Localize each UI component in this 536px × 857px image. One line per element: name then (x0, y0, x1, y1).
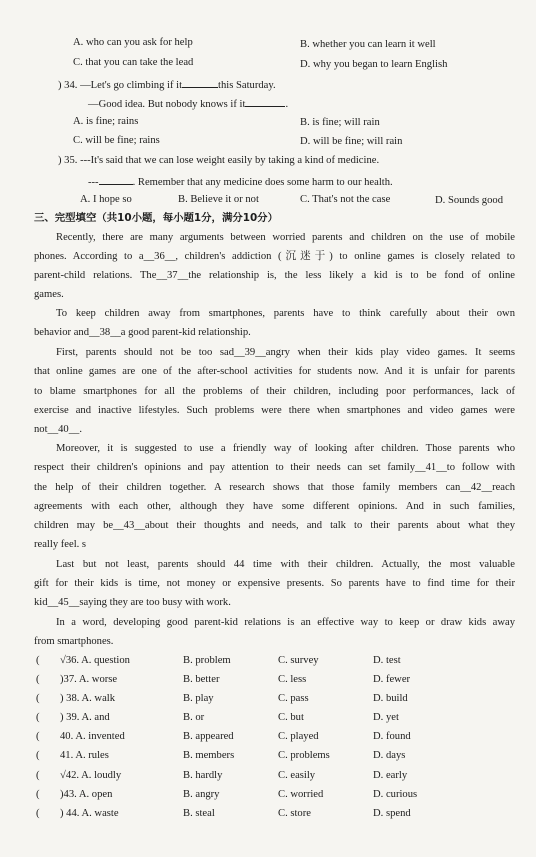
option-c: C. easily (278, 770, 316, 781)
option-c: C. but (278, 712, 304, 723)
q34-option-d: D. will be fine; will rain (300, 136, 403, 147)
option-paren: ( (36, 731, 40, 742)
option-b: B. play (183, 693, 214, 704)
option-b: B. or (183, 712, 205, 723)
option-a: A. loudly (79, 770, 122, 781)
option-number: √42. A. loudly (60, 770, 122, 781)
q34-stem (58, 78, 276, 92)
option-a: A. question (79, 655, 130, 666)
option-paren: ( (36, 750, 40, 761)
option-b: B. hardly (183, 770, 223, 781)
option-a: A. worse (76, 674, 118, 685)
option-d: D. test (373, 655, 401, 666)
q34-stem-prefix: ) 34. —Let's go climbing if it (58, 80, 183, 91)
passage-line: To keep children away from smartphones, parents have to think carefully about their own (56, 308, 515, 319)
passage-line: not__40__. (34, 424, 82, 435)
passage-line: kid__45__saying they are too busy with work. (34, 597, 231, 608)
option-a: A. open (76, 789, 113, 800)
option-a: A. waste (79, 808, 119, 819)
option-paren: ( (36, 655, 40, 666)
passage-line: Moreover, it is suggested to use a friendly way of looking after children. Those parents who (56, 443, 515, 454)
option-number: ) 44. A. waste (60, 808, 119, 819)
option-a: A. invented (73, 731, 125, 742)
q34-option-b: B. is fine; will rain (300, 117, 380, 128)
passage-line: First, parents should not be too sad__39__angry when their kids play video games. It seems (56, 347, 515, 358)
passage-line: games. (34, 289, 64, 300)
passage-line: In a word, developing good parent-kid relations is an effective way to keep or draw kids away (56, 617, 515, 628)
option-d: D. spend (373, 808, 411, 819)
q35-option-b: B. Believe it or not (178, 194, 259, 205)
option-paren: ( (36, 674, 40, 685)
option-a: A. walk (79, 693, 116, 704)
option-paren: ( (36, 770, 40, 781)
option-b: B. better (183, 674, 220, 685)
option-c: C. survey (278, 655, 319, 666)
option-paren: ( (36, 808, 40, 819)
option-c: C. pass (278, 693, 309, 704)
passage-line: behavior and__38__a good parent-kid relationship. (34, 327, 251, 338)
option-d: D. fewer (373, 674, 411, 685)
option-paren: ( (36, 712, 40, 723)
option-b: B. appeared (183, 731, 234, 742)
passage-line: agreements with each other, although they have some different opinions. And in such families, (34, 501, 515, 512)
passage-line: the help of their children together. A research shows that those family members can__42__reach (34, 482, 515, 493)
option-c: C. problems (278, 750, 330, 761)
option-number: ) 39. A. and (60, 712, 110, 723)
option-number: √36. A. question (60, 655, 130, 666)
option-number: )43. A. open (60, 789, 113, 800)
option-number: 40. A. invented (60, 731, 125, 742)
passage-line: really feel. s (34, 539, 87, 550)
option-number: ) 38. A. walk (60, 693, 116, 704)
q35-option-c: C. That's not the case (300, 194, 391, 205)
option-d: D. build (373, 693, 408, 704)
passage-line: respect their children's opinions and pay attention to their needs can set family__41__to follow with (34, 462, 515, 473)
passage-line: that online games are one of the after-school activities for students now. And it is unfair for parents (34, 366, 515, 377)
option-a: A. and (79, 712, 110, 723)
option-number: )37. A. worse (60, 674, 118, 685)
q33-option-c: C. that you can take the lead (73, 57, 194, 68)
option-number: 41. A. rules (60, 750, 109, 761)
q34-option-c: C. will be fine; rains (73, 135, 160, 146)
q35-option-a: A. I hope so (80, 194, 132, 205)
q35-option-d: D. Sounds good (435, 195, 503, 206)
passage-line: children may be__43__about their thoughts and needs, and talk to their parents about what they (34, 520, 515, 531)
option-a: A. rules (73, 750, 109, 761)
option-c: C. less (278, 674, 307, 685)
option-d: D. days (373, 750, 406, 761)
q35-reply-rest: . Remember that any medicine does some harm to our health. (132, 177, 393, 188)
q34-reply-text: —Good idea. But nobody knows if it (88, 99, 246, 110)
option-b: B. angry (183, 789, 220, 800)
q34-option-a: A. is fine; rains (73, 116, 139, 127)
q33-option-d: D. why you began to learn English (300, 59, 448, 70)
passage-line: to blame smartphones for all the problems of their children, including poor performances, lack of (34, 386, 515, 397)
option-d: D. yet (373, 712, 399, 723)
option-c: C. store (278, 808, 311, 819)
passage-line: exercise and inactive lifestyles. Such problems were there when smartphones and video games were (34, 405, 515, 416)
answer-blank (245, 97, 285, 107)
option-d: D. found (373, 731, 411, 742)
answer-blank (99, 175, 133, 185)
passage-line: phones. According to a__36__, children's addiction (沉迷于) to online games is closely related to (34, 251, 515, 262)
passage-line: Last but not least, parents should 44 time with their children. Actually, the most valuable (56, 559, 515, 570)
q33-option-b: B. whether you can learn it well (300, 39, 436, 50)
option-d: D. curious (373, 789, 418, 800)
passage-line: parent-child relations. The__37__the relationship is, the less likely a kid is to be fond of online (34, 270, 515, 281)
option-paren: ( (36, 693, 40, 704)
q33-option-a: A. who can you ask for help (73, 37, 193, 48)
option-d: D. early (373, 770, 408, 781)
option-b: B. problem (183, 655, 231, 666)
answer-blank (182, 78, 218, 88)
passage-line: gift for their kids is time, not money or expensive presents. So parents have to find time for their (34, 578, 515, 589)
q35-stem: ) 35. ---It's said that we can lose weight easily by taking a kind of medicine. (58, 155, 380, 166)
q34-stem-suffix: this Saturday. (218, 80, 276, 91)
passage-line: Recently, there are many arguments between worried parents and children on the use of mobile (56, 232, 515, 243)
q35-dash: --- (88, 177, 99, 188)
option-b: B. steal (183, 808, 215, 819)
q34-reply (88, 97, 288, 111)
q35-reply (88, 175, 393, 189)
section-3-title: 三、完型填空（共10小题，每小题1分，满分10分） (34, 212, 278, 224)
option-b: B. members (183, 750, 235, 761)
q34-reply-end: . (285, 99, 289, 110)
passage-line: from smartphones. (34, 636, 114, 647)
option-c: C. played (278, 731, 319, 742)
option-c: C. worried (278, 789, 324, 800)
option-paren: ( (36, 789, 40, 800)
